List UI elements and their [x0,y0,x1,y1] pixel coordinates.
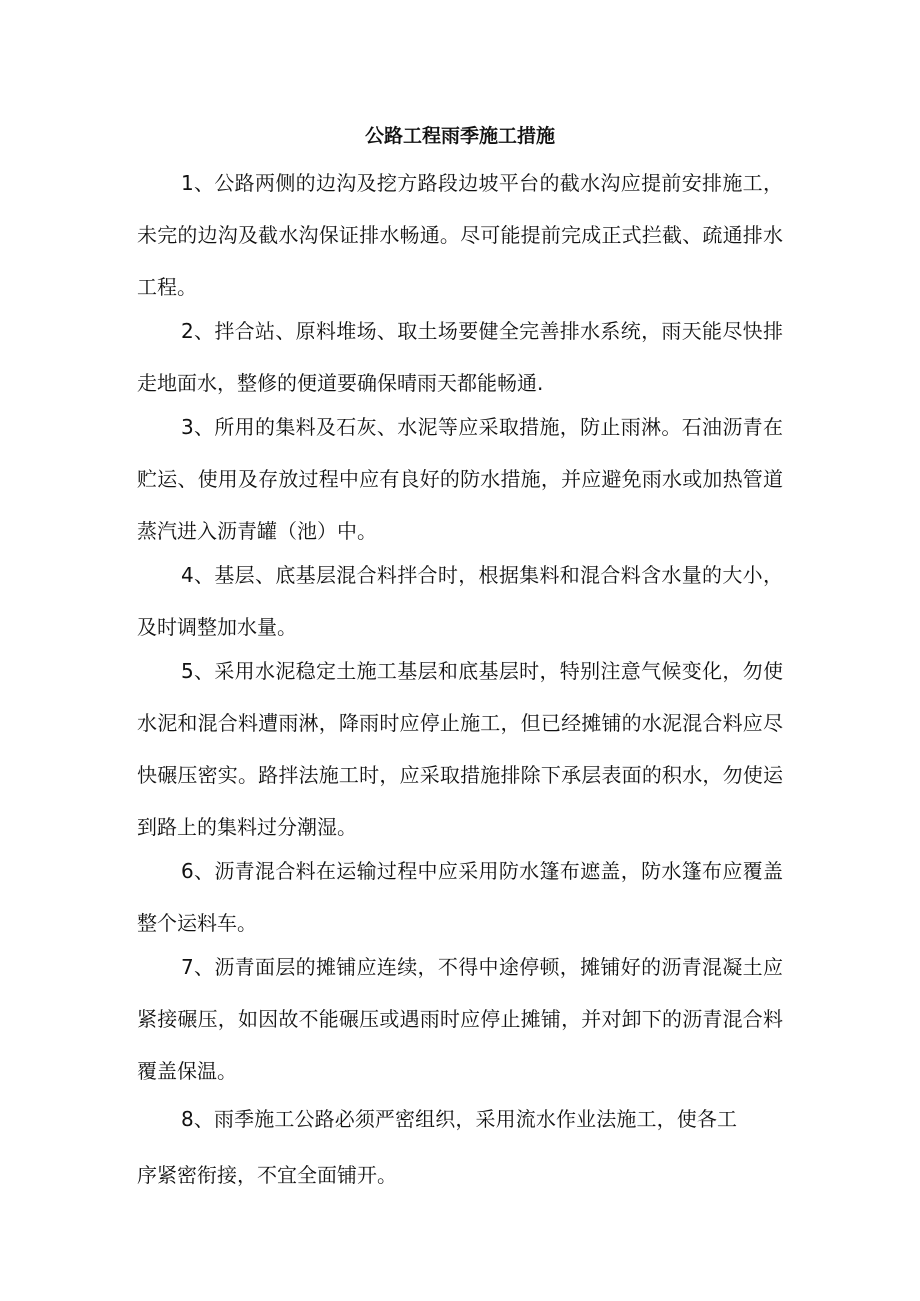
paragraph-2: 2、拌合站、原料堆场、取土场要健全完善排水系统，雨天能尽快排走地面水，整修的便道要确保晴雨天都能畅通. [137,319,783,395]
paragraph-5: 5、采用水泥稳定土施工基层和底基层时，特别注意气候变化，勿使水泥和混合料遭雨淋，降雨时应停止施工，但已经摊铺的水泥混合料应尽快碾压密实。路拌法施工时，应采取措施排除下承层表面的积水，勿使运到路上的集料过分潮湿。 [137,659,783,839]
paragraph-8: 8、雨季施工公路必须严密组织，采用流水作业法施工，使各工序紧密衔接，不宜全面铺开。 [137,1107,737,1187]
paragraph-4: 4、基层、底基层混合料拌合时，根据集料和混合料含水量的大小，及时调整加水量。 [137,563,783,639]
paragraph-7: 7、沥青面层的摊铺应连续，不得中途停顿，摊铺好的沥青混凝土应紧接碾压，如因故不能碾压或遇雨时应停止摊铺，并对卸下的沥青混合料覆盖保温。 [137,955,783,1083]
paragraph-1: 1、公路两侧的边沟及挖方路段边坡平台的截水沟应提前安排施工，未完的边沟及截水沟保证排水畅通。尽可能提前完成正式拦截、疏通排水工程。 [137,171,783,299]
paragraph-6: 6、沥青混合料在运输过程中应采用防水篷布遮盖，防水篷布应覆盖整个运料车。 [137,859,783,935]
document-title: 公路工程雨季施工措施 [364,125,555,147]
paragraph-3: 3、所用的集料及石灰、水泥等应采取措施，防止雨淋。石油沥青在贮运、使用及存放过程中应有良好的防水措施，并应避免雨水或加热管道蒸汽进入沥青罐（池）中。 [137,415,783,543]
